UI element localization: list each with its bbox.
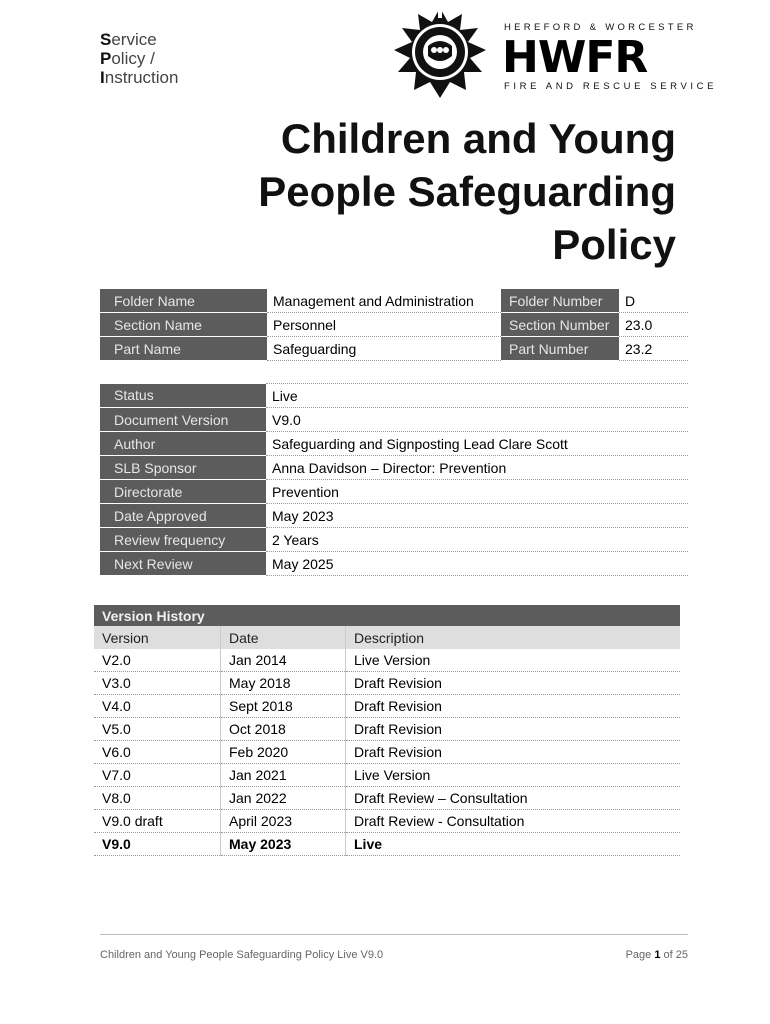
version-history-title: Version History xyxy=(94,605,680,626)
section-number-label: Section Number xyxy=(501,313,619,337)
meta-row-status xyxy=(100,384,688,408)
footer-document-name: Children and Young People Safeguarding Policy Live V9.0 xyxy=(100,949,384,961)
document-meta-table xyxy=(100,383,688,576)
table-row xyxy=(94,695,680,718)
folder-name-value: Management and Administration xyxy=(267,289,501,313)
description-cell: Live Version xyxy=(346,649,681,672)
hwfr-logo xyxy=(384,6,718,102)
page-word: Page xyxy=(625,949,652,961)
version-cell: V6.0 xyxy=(94,741,221,764)
page-footer xyxy=(100,934,688,961)
footer-page-number xyxy=(626,949,688,961)
version-cell: V8.0 xyxy=(94,787,221,810)
meta-value: Anna Davidson – Director: Prevention xyxy=(266,456,688,480)
description-cell: Live xyxy=(346,833,681,856)
description-cell: Draft Review – Consultation xyxy=(346,787,681,810)
org-wordmark: HWFR xyxy=(502,32,648,83)
table-row xyxy=(94,741,680,764)
version-cell: V5.0 xyxy=(94,718,221,741)
table-row xyxy=(94,810,680,833)
document-type xyxy=(100,30,178,87)
part-number-value: 23.2 xyxy=(619,337,688,361)
meta-value: 2 Years xyxy=(266,528,688,552)
date-cell: Sept 2018 xyxy=(221,695,346,718)
section-number-value: 23.0 xyxy=(619,313,688,337)
column-header-date: Date xyxy=(221,626,346,649)
version-cell: V9.0 xyxy=(94,833,221,856)
version-cell: V3.0 xyxy=(94,672,221,695)
meta-label: SLB Sponsor xyxy=(100,456,266,480)
meta-label: Next Review xyxy=(100,552,266,576)
meta-label: Date Approved xyxy=(100,504,266,528)
folder-row xyxy=(100,289,688,313)
fire-service-crest-icon xyxy=(384,6,496,100)
meta-label: Author xyxy=(100,432,266,456)
description-cell: Draft Revision xyxy=(346,695,681,718)
table-row xyxy=(94,787,680,810)
version-history-header xyxy=(94,626,680,649)
version-history-table xyxy=(94,605,680,856)
description-cell: Live Version xyxy=(346,764,681,787)
description-cell: Draft Revision xyxy=(346,718,681,741)
meta-row-sponsor xyxy=(100,456,688,480)
meta-row-date-approved xyxy=(100,504,688,528)
meta-value: May 2023 xyxy=(266,504,688,528)
doc-type-line-2-rest: olicy / xyxy=(111,49,155,68)
meta-label: Document Version xyxy=(100,408,266,432)
doc-type-line-3-rest: nstruction xyxy=(104,68,179,87)
part-row xyxy=(100,337,688,361)
section-name-label: Section Name xyxy=(100,313,267,337)
meta-row-version xyxy=(100,408,688,432)
table-row xyxy=(94,764,680,787)
date-cell: April 2023 xyxy=(221,810,346,833)
folder-number-label: Folder Number xyxy=(501,289,619,313)
version-history-title-row xyxy=(94,605,680,626)
doc-type-line-1: Service xyxy=(100,30,157,49)
meta-value: Safeguarding and Signposting Lead Clare Scott xyxy=(266,432,688,456)
part-number-label: Part Number xyxy=(501,337,619,361)
column-header-description: Description xyxy=(346,626,681,649)
meta-value: Prevention xyxy=(266,480,688,504)
meta-row-next-review xyxy=(100,552,688,576)
version-cell: V9.0 draft xyxy=(94,810,221,833)
version-cell: V7.0 xyxy=(94,764,221,787)
description-cell: Draft Review - Consultation xyxy=(346,810,681,833)
title-line-2: People Safeguarding xyxy=(258,168,676,215)
page-title xyxy=(176,112,676,271)
meta-value: Live xyxy=(266,384,688,408)
meta-value: V9.0 xyxy=(266,408,688,432)
date-cell: May 2023 xyxy=(221,833,346,856)
date-cell: Jan 2021 xyxy=(221,764,346,787)
table-row xyxy=(94,672,680,695)
description-cell: Draft Revision xyxy=(346,741,681,764)
org-name-top: HEREFORD & WORCESTER xyxy=(504,22,697,33)
doc-type-line-2: Policy / xyxy=(100,49,155,68)
section-row xyxy=(100,313,688,337)
date-cell: Jan 2022 xyxy=(221,787,346,810)
column-header-version: Version xyxy=(94,626,221,649)
org-name-bottom: FIRE AND RESCUE SERVICE xyxy=(504,81,718,92)
current-page: 1 xyxy=(654,949,661,961)
version-cell: V4.0 xyxy=(94,695,221,718)
meta-label: Review frequency xyxy=(100,528,266,552)
date-cell: Feb 2020 xyxy=(221,741,346,764)
meta-value: May 2025 xyxy=(266,552,688,576)
table-row xyxy=(94,649,680,672)
page-total: of 25 xyxy=(663,949,688,961)
title-line-3: Policy xyxy=(552,221,676,268)
doc-type-line-1-rest: ervice xyxy=(111,30,157,49)
title-line-1: Children and Young xyxy=(280,115,676,162)
table-row xyxy=(94,718,680,741)
folder-number-value: D xyxy=(619,289,688,313)
meta-row-directorate xyxy=(100,480,688,504)
part-name-label: Part Name xyxy=(100,337,267,361)
table-row-current xyxy=(94,833,680,856)
meta-label: Directorate xyxy=(100,480,266,504)
description-cell: Draft Revision xyxy=(346,672,681,695)
part-name-value: Safeguarding xyxy=(267,337,501,361)
section-name-value: Personnel xyxy=(267,313,501,337)
date-cell: May 2018 xyxy=(221,672,346,695)
version-cell: V2.0 xyxy=(94,649,221,672)
meta-row-review-frequency xyxy=(100,528,688,552)
folder-name-label: Folder Name xyxy=(100,289,267,313)
folder-info-table xyxy=(100,289,688,361)
date-cell: Oct 2018 xyxy=(221,718,346,741)
meta-row-author xyxy=(100,432,688,456)
meta-label: Status xyxy=(100,384,266,408)
date-cell: Jan 2014 xyxy=(221,649,346,672)
doc-type-line-3: Instruction xyxy=(100,68,179,87)
